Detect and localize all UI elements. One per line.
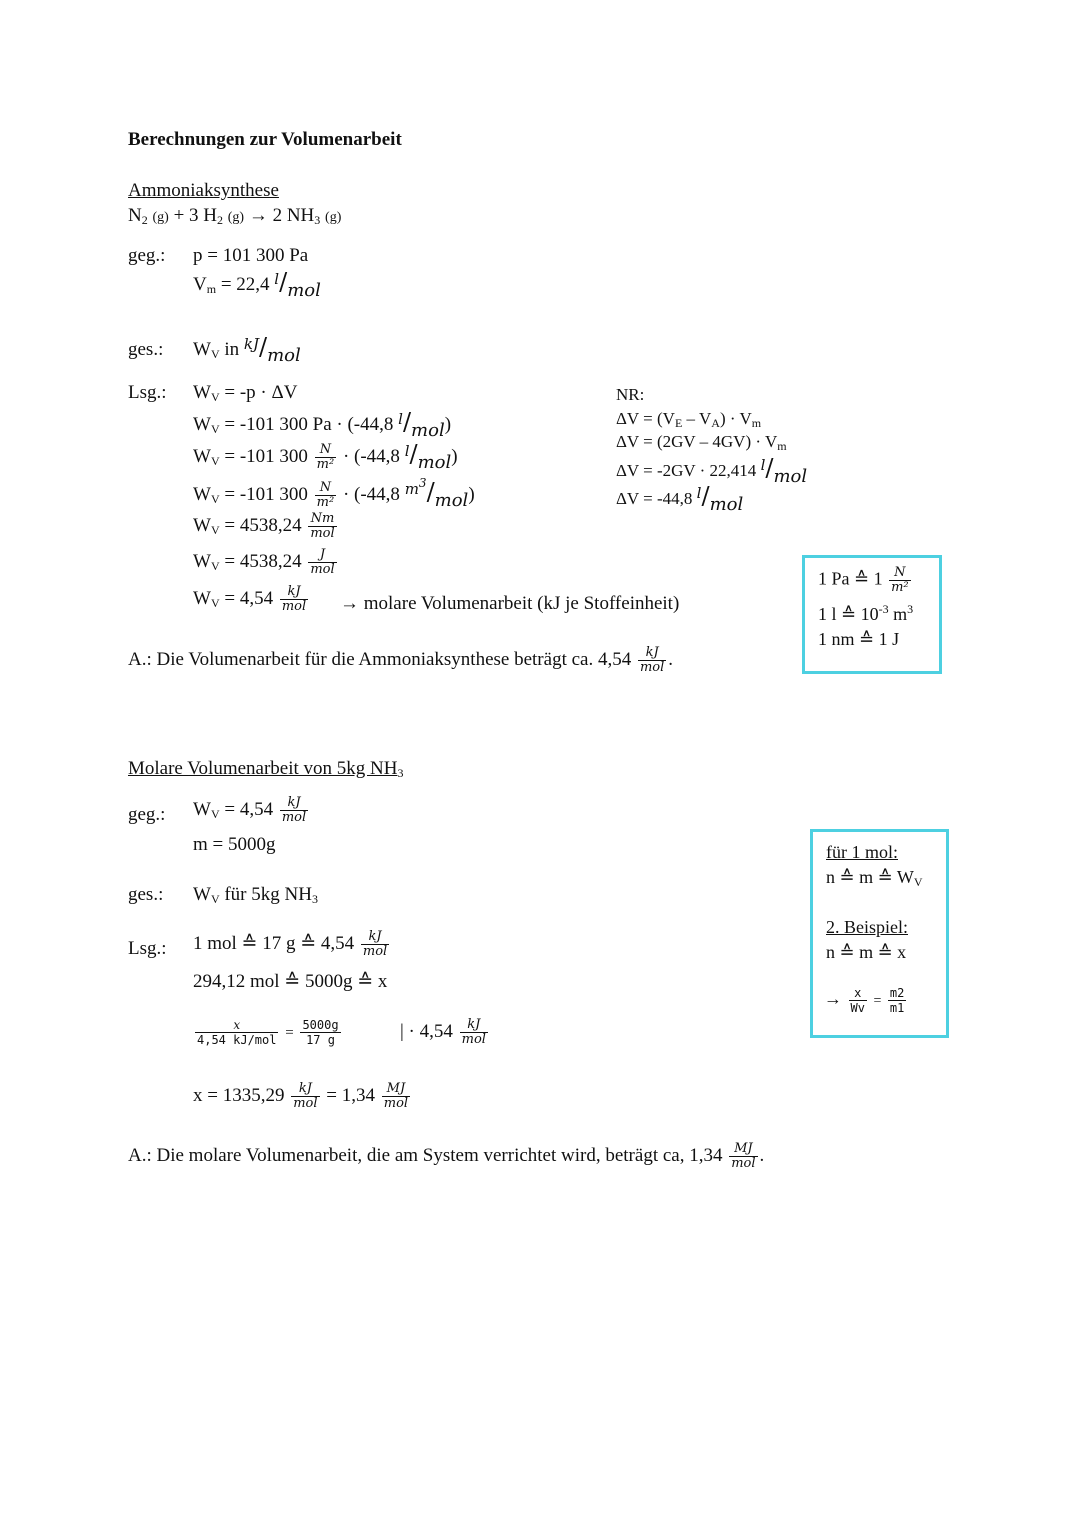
arrow-icon: → bbox=[824, 988, 842, 1009]
unit-conversion-box bbox=[802, 555, 942, 674]
step-2: $W_V = -101$ 300 Pa · (-44,8 $^l$/mol) bbox=[193, 408, 452, 441]
searched-quantity: $W_V$ in $^{kJ}$/mol bbox=[193, 333, 301, 366]
answer-2: A.: Die molare Volumenarbeit, die am System verrichtet wird, beträgt ca, 1,34 $\frac{MJ}{\text{mol}}$ . bbox=[128, 1141, 765, 1171]
geg-label: geg.: bbox=[128, 245, 166, 266]
given-molar-volume: $V_m = 22,4$ $^l$/mol bbox=[193, 268, 321, 301]
ratio-equation: $\frac{x}{\text{4,54 kJ/mol}}$ = $\frac{5000g}{17 g}$ bbox=[197, 1018, 339, 1047]
step-3: $W_V = -101$ 300 $\frac{N}{\text{m²}}$ · (-44,8 $^l$/mol) bbox=[193, 440, 458, 473]
answer-1: A.: Die Volumenarbeit für die Ammoniaksynthese beträgt ca. 4,54 $\frac{kJ}{\text{mol}}$ . bbox=[128, 645, 674, 675]
lsg-label: Lsg.: bbox=[128, 382, 167, 403]
box2-line-1: n ≙ m ≙ $W_V$ bbox=[826, 867, 923, 889]
page-title: Berechnungen zur Volumenarbeit bbox=[128, 129, 402, 150]
proportion-line-1: 1 mol ≙ 17 g ≙ 4,54 $\frac{kJ}{\text{mol}}$ bbox=[193, 929, 388, 959]
nr-label: NR: bbox=[616, 385, 645, 404]
box2-heading-1: für 1 mol: bbox=[826, 842, 898, 862]
proportion-box bbox=[810, 829, 949, 1038]
step-7: $W_V = 4,54$ $\frac{kJ}{\text{mol}}$ bbox=[193, 584, 307, 614]
box2-line-2: n ≙ m ≙ x bbox=[826, 942, 907, 962]
searched-quantity-2: $W_V$ für 5kg $NH_3$ bbox=[193, 884, 318, 906]
proportion-line-2: 294,12 mol ≙ 5000g ≙ x bbox=[193, 971, 388, 992]
box2-heading-2: 2. Beispiel: bbox=[826, 917, 908, 937]
molar-work-note: → molare Volumenarbeit (kJ je Stoffeinheit) bbox=[340, 593, 680, 614]
step-5: $W_V = 4538,24$ $\frac{Nm}{\text{mol}}$ bbox=[193, 511, 335, 541]
result-line: x = 1335,29 $\frac{kJ}{\text{mol}}$ = 1,34 $\frac{MJ}{\text{mol}}$ bbox=[193, 1081, 409, 1111]
multiply-step: | · 4,54 $\frac{kJ}{\text{mol}}$ bbox=[400, 1017, 486, 1047]
lsg-label-2: Lsg.: bbox=[128, 938, 167, 959]
nr-line-4: ΔV = -44,8 l/mol bbox=[616, 482, 744, 515]
nr-line-1: $\Delta V = (V_E - V_A) \cdot V_m$ bbox=[616, 409, 762, 430]
step-1: $W_V = -p \cdot \Delta V$ bbox=[193, 382, 298, 404]
nr-line-2: $\Delta V = (2GV - 4GV) \cdot V_m$ bbox=[616, 432, 787, 453]
ges-label-2: ges.: bbox=[128, 884, 164, 905]
box1-line-2: 1 l ≙ $10^{-3}$ $m^3$ bbox=[818, 602, 914, 624]
nr-line-3: ΔV = -2GV · 22,414 l/mol bbox=[616, 454, 808, 487]
box1-line-3: 1 nm ≙ 1 J bbox=[818, 629, 900, 649]
reaction-equation: $N_2$ (g) + 3 $H_2$ (g) → 2 $NH_3$ (g) bbox=[128, 205, 342, 227]
step-6: $W_V = 4538,24$ $\frac{J}{\text{mol}}$ bbox=[193, 547, 335, 577]
ges-label: ges.: bbox=[128, 339, 164, 360]
given-pressure: p = 101 300 Pa bbox=[193, 245, 309, 266]
section-heading-ammoniaksynthese: Ammoniaksynthese bbox=[128, 180, 279, 201]
box2-ratio: → $\frac{x}{Wv}$ = $\frac{m2}{m1}$ bbox=[824, 986, 905, 1015]
step-4: $W_V = -101$ 300 $\frac{N}{\text{m²}}$ · (-44,8 $^{m^3}$/mol) bbox=[193, 476, 475, 511]
given-work: $W_V = 4,54$ $\frac{kJ}{\text{mol}}$ bbox=[193, 795, 307, 825]
given-mass: m = 5000g bbox=[193, 834, 276, 855]
box1-line-1: 1 Pa ≙ 1 $\frac{N}{\text{m²}}$ bbox=[818, 565, 909, 595]
geg-label-2: geg.: bbox=[128, 804, 166, 825]
section-heading-molare-volumenarbeit: Molare Volumenarbeit von 5kg $NH_3$ bbox=[128, 758, 404, 780]
